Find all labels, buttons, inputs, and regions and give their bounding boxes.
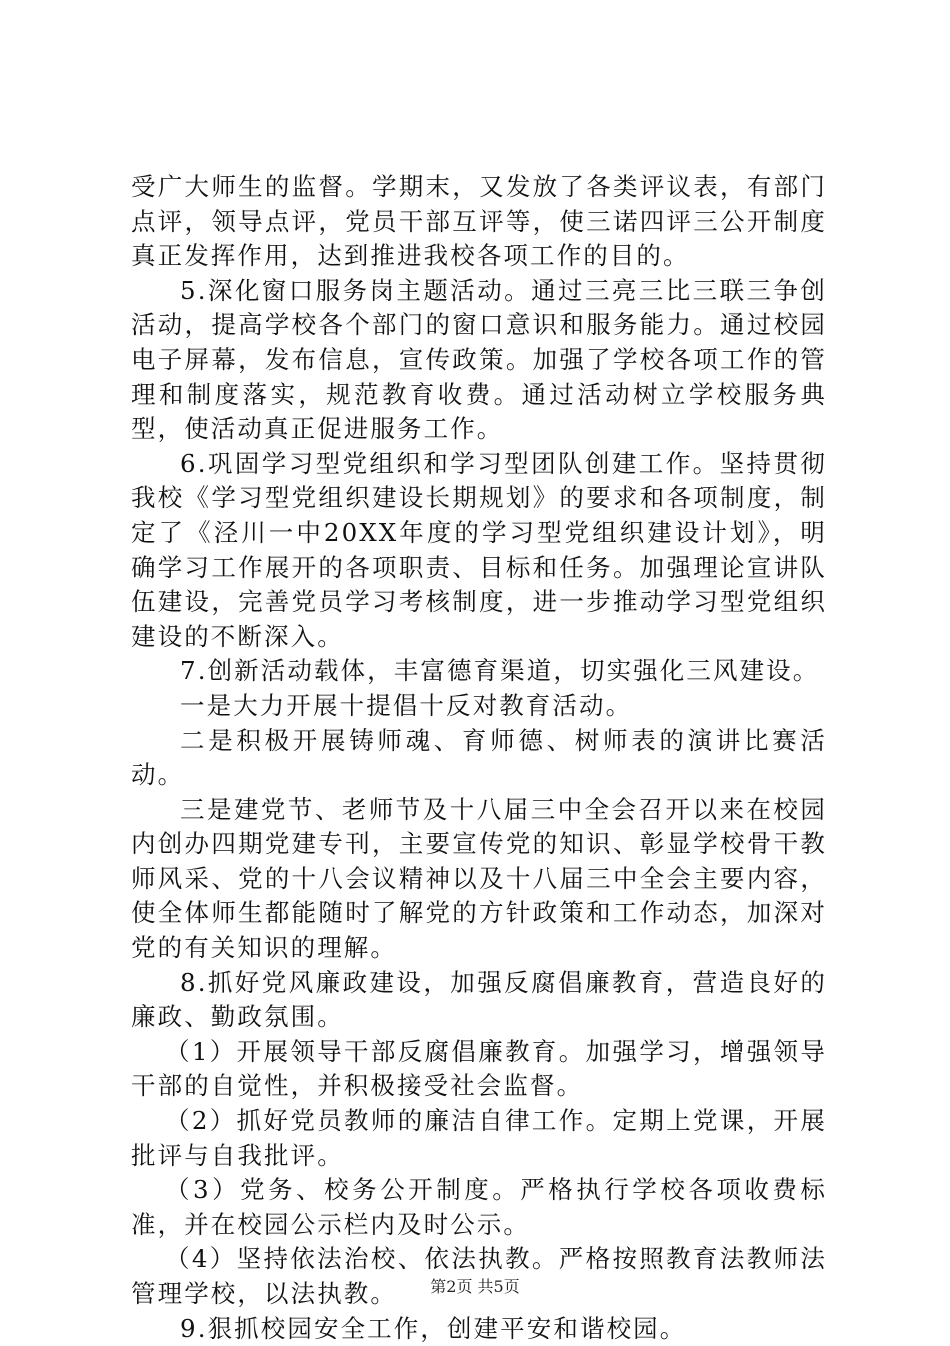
paragraph-item-8: 8.抓好党风廉政建设，加强反腐倡廉教育，营造良好的廉政、勤政氛围。 xyxy=(131,967,827,1032)
paragraph-sub-2: 二是积极开展铸师魂、育师德、树师表的演讲比赛活动。 xyxy=(131,725,827,790)
paragraph-sub-1: 一是大力开展十提倡十反对教育活动。 xyxy=(180,690,633,720)
paragraph-8-2: （2）抓好党员教师的廉洁自律工作。定期上党课，开展批评与自我批评。 xyxy=(131,1106,827,1170)
paragraph-8-4: （4）坚持依法治校、依法执教。严格按照教育法教师法管理学校，以法执教。 xyxy=(131,1244,827,1308)
document-body xyxy=(131,170,827,1346)
paragraph-item-6: 6.巩固学习型党组织和学习型团队创建工作。坚持贯彻我校《学习型党组织建设长期规划》的要求和各项制度，制定了《泾川一中20XX年度的学习型党组织建设计划》，明确学习工作展开的各项职责、目标和任务。加强理论宣讲队伍建设，完善党员学习考核制度，进一步推动学习型党组织建设的不断深入。 xyxy=(131,448,827,651)
paragraph-sub-3: 三是建党节、老师节及十八届三中全会召开以来在校园内创办四期党建专刊，主要宣传党的知识、彰显学校骨干教师风采、党的十八会议精神以及十八届三中全会主要内容，使全体师生都能随时了解党的方针政策和工作动态，加深对党的有关知识的理解。 xyxy=(131,794,827,963)
paragraph-item-9: 9.狠抓校园安全工作，创建平安和谐校园。 xyxy=(180,1313,687,1343)
paragraph-8-3: （3）党务、校务公开制度。严格执行学校各项收费标准，并在校园公示栏内及时公示。 xyxy=(131,1175,827,1239)
paragraph-8-1: （1）开展领导干部反腐倡廉教育。加强学习，增强领导干部的自觉性，并积极接受社会监督。 xyxy=(131,1036,827,1101)
paragraph-item-7: 7.创新活动载体，丰富德育渠道，切实强化三风建设。 xyxy=(180,656,820,686)
paragraph-item-5: 5.深化窗口服务岗主题活动。通过三亮三比三联三争创活动，提高学校各个部门的窗口意识和服务能力。通过校园电子屏幕，发布信息，宣传政策。加强了学校各项工作的管理和制度落实，规范教育收费。通过活动树立学校服务典型，使活动真正促进服务工作。 xyxy=(131,275,827,444)
paragraph-continuation: 受广大师生的监督。学期末，又发放了各类评议表，有部门点评，领导点评，党员干部互评等，使三诺四评三公开制度真正发挥作用，达到推进我校各项工作的目的。 xyxy=(131,172,827,271)
page-number-footer: 第2页 共5页 xyxy=(430,1277,520,1296)
